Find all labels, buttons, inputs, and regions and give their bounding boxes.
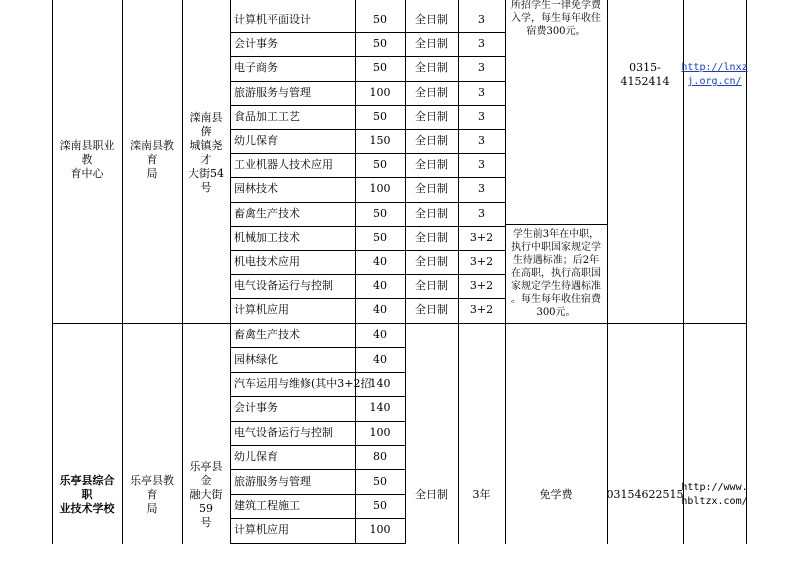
study-mode: 全日制 [415, 255, 448, 269]
school-name: 业技术学校 [59, 502, 115, 515]
authority: 乐亭县教育 [130, 474, 174, 501]
row-line [230, 543, 405, 544]
major-name: 电气设备运行与控制 [234, 425, 333, 439]
enroll-count: 100 [369, 425, 391, 439]
website-link: hbltzx.com/ [681, 496, 748, 507]
address: 乐亭县金 [189, 460, 223, 487]
study-years: 3 [478, 182, 485, 196]
mode-cell [405, 153, 458, 177]
enroll-count: 40 [373, 328, 387, 342]
major-cell [230, 518, 355, 542]
address: 城镇尧才 [189, 138, 223, 166]
school-name: 滦南县职业教 [59, 139, 115, 166]
fee-note: 免学费 [539, 488, 573, 501]
enroll-count: 40 [373, 303, 387, 317]
major-name: 工业机器人技术应用 [234, 158, 333, 172]
study-years: 3 [478, 37, 485, 51]
major-name: 幼儿保育 [234, 450, 278, 464]
major-name: 会计事务 [234, 37, 278, 51]
major-name: 旅游服务与管理 [234, 474, 311, 488]
major-cell [230, 202, 355, 226]
study-mode: 全日制 [415, 206, 448, 220]
major-cell [230, 81, 355, 105]
enroll-count: 140 [369, 376, 391, 390]
note-cell [505, 0, 607, 44]
major-name: 畜禽生产技术 [234, 206, 300, 220]
count-cell [355, 153, 405, 177]
enroll-count: 100 [369, 85, 391, 99]
years-cell [458, 274, 505, 298]
major-cell [230, 372, 372, 396]
count-cell [355, 421, 405, 445]
count-cell [355, 202, 405, 226]
count-cell [355, 372, 405, 396]
major-name: 机电技术应用 [234, 255, 300, 269]
count-cell [355, 226, 405, 250]
major-cell [230, 105, 355, 129]
major-name: 园林绿化 [234, 352, 278, 366]
enroll-count: 40 [373, 279, 387, 293]
website-link: http://www. [681, 482, 748, 493]
major-cell [230, 323, 355, 347]
major-name: 会计事务 [234, 401, 278, 415]
mode-cell [405, 8, 458, 32]
count-cell [355, 298, 405, 322]
major-cell [230, 421, 355, 445]
authority-cell [122, 470, 182, 520]
study-years: 3 [478, 61, 485, 75]
study-years: 3 [478, 134, 485, 148]
major-cell [230, 8, 355, 32]
count-cell [355, 494, 405, 518]
enroll-count: 100 [369, 523, 391, 537]
years-cell [458, 56, 505, 80]
major-name: 电气设备运行与控制 [234, 279, 333, 293]
note-cell [505, 224, 607, 323]
enroll-count: 140 [369, 401, 391, 415]
major-name: 电子商务 [234, 61, 278, 75]
major-name: 畜禽生产技术 [234, 328, 300, 342]
mode-cell [405, 81, 458, 105]
years-cell [458, 226, 505, 250]
count-cell [355, 518, 405, 542]
website-link: j.org.cn/ [687, 76, 742, 87]
years-cell [458, 81, 505, 105]
major-cell [230, 226, 355, 250]
enroll-count: 50 [373, 498, 387, 512]
count-cell [355, 396, 405, 420]
count-cell [355, 177, 405, 201]
authority: 滦南县教育 [130, 139, 174, 166]
years-cell [458, 153, 505, 177]
study-years: 3年 [472, 488, 491, 501]
major-cell [230, 469, 355, 493]
enroll-count: 50 [373, 61, 387, 75]
website-link: http://lnxz [681, 62, 748, 73]
count-cell [355, 347, 405, 371]
study-mode: 全日制 [415, 182, 448, 196]
phone: 0315-4152414 [620, 61, 670, 88]
study-years: 3 [478, 13, 485, 27]
enroll-count: 50 [373, 37, 387, 51]
years-cell [458, 470, 505, 520]
study-mode: 全日制 [415, 61, 448, 75]
study-mode: 全日制 [415, 230, 448, 244]
major-name: 机械加工技术 [234, 230, 300, 244]
enroll-count: 50 [373, 13, 387, 27]
enroll-count: 150 [369, 134, 391, 148]
major-cell [230, 32, 355, 56]
major-name: 园林技术 [234, 182, 278, 196]
school-name: 乐亭县综合职 [59, 474, 115, 501]
column-line [122, 0, 123, 544]
fee-note: 所招学生一律免学费 [511, 0, 601, 11]
count-cell [355, 129, 405, 153]
study-mode: 全日制 [415, 109, 448, 123]
count-cell [355, 56, 405, 80]
study-mode: 全日制 [415, 134, 448, 148]
enroll-count: 80 [373, 450, 387, 464]
study-mode: 全日制 [415, 85, 448, 99]
enroll-count: 50 [373, 474, 387, 488]
count-cell [355, 105, 405, 129]
major-name: 旅游服务与管理 [234, 85, 311, 99]
study-mode: 全日制 [415, 279, 448, 293]
study-years: 3+2 [469, 255, 494, 269]
major-name: 食品加工工艺 [234, 109, 300, 123]
years-cell [458, 177, 505, 201]
fee-note: 执行中职国家规定学 [511, 241, 601, 253]
enroll-count: 100 [369, 182, 391, 196]
major-cell [230, 494, 355, 518]
website-cell [683, 470, 746, 520]
mode-cell [405, 105, 458, 129]
authority: 局 [146, 167, 158, 180]
address-cell [182, 105, 230, 200]
count-cell [355, 81, 405, 105]
study-years: 3+2 [469, 303, 494, 317]
address: 号 [200, 516, 212, 529]
study-mode: 全日制 [415, 37, 448, 51]
major-cell [230, 129, 355, 153]
years-cell [458, 129, 505, 153]
mode-cell [405, 177, 458, 201]
school-name-cell [52, 120, 122, 200]
authority-cell [122, 120, 182, 200]
mode-cell [405, 250, 458, 274]
years-cell [458, 250, 505, 274]
study-years: 3 [478, 206, 485, 220]
study-years: 3 [478, 158, 485, 172]
fee-note: 入学，每生每年收住 [511, 12, 601, 24]
column-line [52, 0, 53, 544]
note-cell [505, 470, 607, 520]
mode-cell [405, 129, 458, 153]
major-cell [230, 396, 355, 420]
major-cell [230, 347, 355, 371]
study-mode: 全日制 [415, 13, 448, 27]
fee-note: 300元。 [536, 306, 576, 318]
study-mode: 全日制 [415, 303, 448, 317]
major-name: 幼儿保育 [234, 134, 278, 148]
enroll-count: 40 [373, 352, 387, 366]
major-cell [230, 250, 355, 274]
enroll-count: 50 [373, 230, 387, 244]
major-cell [230, 445, 355, 469]
years-cell [458, 105, 505, 129]
major-name: 计算机应用 [234, 303, 289, 317]
years-cell [458, 202, 505, 226]
enroll-count: 50 [373, 206, 387, 220]
website-link[interactable] [681, 61, 747, 89]
study-years: 3+2 [469, 279, 494, 293]
school-name: 育中心 [70, 167, 104, 180]
mode-cell [405, 32, 458, 56]
fee-note: 学生前3年在中职， [512, 228, 600, 240]
years-cell [458, 298, 505, 322]
phone: 03154622515 [606, 488, 684, 501]
enroll-count: 50 [373, 158, 387, 172]
mode-cell [405, 202, 458, 226]
fee-note: 。每生每年收住宿费 [511, 293, 601, 305]
fee-note: 在高职，执行高职国 [511, 267, 601, 279]
address: 大街54号 [188, 166, 224, 194]
study-years: 3 [478, 85, 485, 99]
count-cell [355, 32, 405, 56]
major-name: 计算机平面设计 [234, 13, 311, 27]
mode-cell [405, 226, 458, 250]
major-name: 汽车运用与维修(其中3+2招 [234, 376, 372, 390]
count-cell [355, 8, 405, 32]
authority: 局 [146, 502, 158, 515]
study-years: 3+2 [469, 230, 494, 244]
major-cell [230, 177, 355, 201]
major-cell [230, 56, 355, 80]
school-name-cell [52, 470, 122, 520]
address: 滦南县倴 [189, 110, 223, 138]
years-cell [458, 32, 505, 56]
count-cell [355, 445, 405, 469]
count-cell [355, 469, 405, 493]
count-cell [355, 274, 405, 298]
count-cell [355, 250, 405, 274]
study-mode: 全日制 [415, 158, 448, 172]
column-line [182, 0, 183, 544]
major-cell [230, 274, 355, 298]
major-cell [230, 153, 355, 177]
fee-note: 生待遇标准；后2年 [512, 254, 600, 266]
fee-note: 家规定学生待遇标准 [511, 280, 601, 292]
major-cell [230, 298, 355, 322]
phone-cell [607, 40, 683, 110]
phone-cell [607, 470, 683, 520]
fee-note: 宿费300元。 [526, 25, 586, 37]
study-mode: 全日制 [415, 488, 448, 501]
enroll-count: 40 [373, 255, 387, 269]
address: 融大街59 [189, 488, 223, 515]
study-years: 3 [478, 109, 485, 123]
mode-cell [405, 470, 458, 520]
enroll-count: 50 [373, 109, 387, 123]
major-name: 建筑工程施工 [234, 498, 300, 512]
mode-cell [405, 298, 458, 322]
address-cell [182, 460, 230, 529]
count-cell [355, 323, 405, 347]
mode-cell [405, 274, 458, 298]
major-name: 计算机应用 [234, 523, 289, 537]
website-cell [683, 40, 746, 110]
years-cell [458, 8, 505, 32]
mode-cell [405, 56, 458, 80]
